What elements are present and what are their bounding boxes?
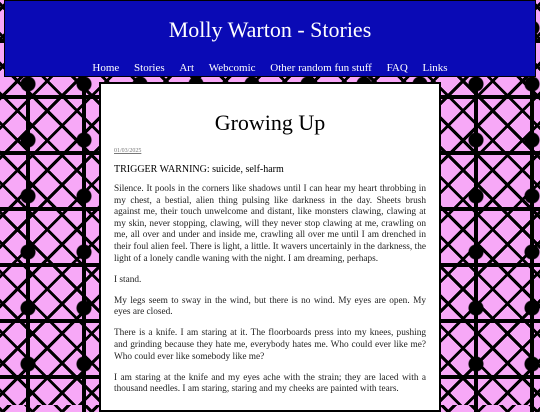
nav-link-links[interactable]: Links (422, 62, 448, 74)
nav-link-other[interactable]: Other random fun stuff (270, 62, 372, 74)
post-content (99, 82, 441, 412)
story-paragraph: My legs seem to sway in the wind, but there is no wind. My eyes are open. My eyes are closed. (114, 295, 426, 318)
post-date[interactable]: 01/03/2025 (114, 148, 142, 154)
story-paragraph: There is a knife. I am staring at it. The floorboards press into my knees, pushing and grinding because they hate me, everybody hates me. Who could ever like me? Who could ever like somebody like me? (114, 328, 426, 362)
nav-link-art[interactable]: Art (179, 62, 195, 74)
site-header (4, 0, 536, 77)
site-title: Molly Warton - Stories (168, 17, 372, 42)
trigger-warning: TRIGGER WARNING: suicide, self-harm (114, 164, 284, 175)
story-paragraph: Silence. It pools in the corners like shadows until I can hear my heart throbbing in my chest, a bestial, alien thing pulsing like darkness in the day. Sheets brush against me, their touch unwelcome and distant, like monsters clawing, clawing at my skin, never stopping, clawing, will they never stop clawing at me, crawling on me, all over and under and inside me, crawling all over me until I am drenched in their foul alien feel. There is light, a little. It wavers uncertainly in the darkness, the light of a lonely candle waning with the night. I am dreaming, perhaps. (114, 184, 426, 264)
post-title: Growing Up (214, 110, 326, 135)
nav-link-stories[interactable]: Stories (134, 62, 165, 74)
story-paragraph: I am staring at the knife and my eyes ache with the strain; they are laced with a thousand needles. I am staring, staring and my cheeks are painted with tears. (114, 372, 426, 395)
nav-link-webcomic[interactable]: Webcomic (208, 62, 256, 74)
main-nav (5, 62, 535, 74)
story-paragraph: I stand. (114, 274, 142, 285)
nav-link-home[interactable]: Home (92, 62, 120, 74)
nav-link-faq[interactable]: FAQ (386, 62, 408, 74)
